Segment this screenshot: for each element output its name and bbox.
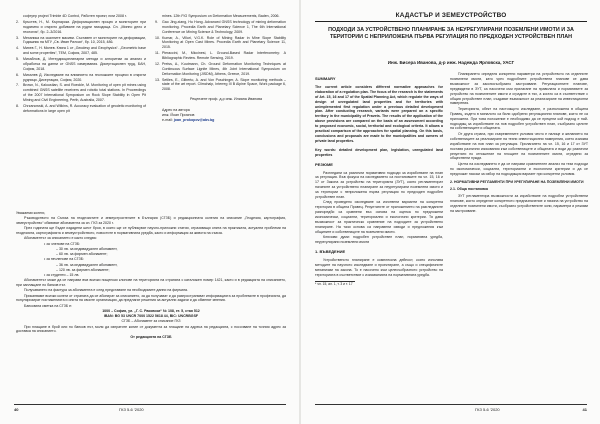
page-number: 41 — [582, 407, 587, 412]
issue-label: ГКЗ 5-6 ’2020 — [119, 407, 144, 412]
section-rubric: КАДАСТЪР И ЗЕМЕУСТРОЙСТВО — [395, 12, 507, 19]
reference-text: Preiss, A., Kuutmann, Ch. Ground Deformation Monitoring Techniques at Continuous Surface Lignite Mines, 4th Joint International Symposium on Deformation Monitoring (JISDM), Athens, Greece, 2019. — [162, 61, 286, 76]
notice-paragraph: • за нечленове на СГЗБ: — [44, 257, 85, 262]
article-paragraph: Устройственото планиране е комплексна дейност, която използва методите на научното изследване и проектиране, а също и специфичните механизми на закона. То е насочено към целесъобразното устройство на територията в съответствие с изискванията на нормативната уредба. — [315, 258, 443, 277]
notice-paragraph: При плащане в брой или по банков път, моля да изпратите копие от документа за плащане на адреса на редакцията, с посочване на точния адрес за доставка на списанието. — [16, 324, 286, 334]
reference-number: 2. — [16, 19, 19, 24]
reference-number — [155, 14, 162, 19]
reference-item — [155, 51, 286, 61]
reference-text: Gao Jing-xiang, Hu Hong. Advanced GNSS technology of mining deformation monitoring. Procedia Earth and Planetary Science 1, The 6th International Conference on Mining Science & Technology, 2009. — [162, 19, 286, 34]
reference-number — [16, 14, 23, 19]
reference-item — [16, 73, 146, 83]
references-column-1 — [16, 14, 146, 115]
article-paragraph: Планирането определя конкретни параметри на устройството на отделните поземлени имоти, като чрез подробните устройствени планове се дава възможност за законосъобразно застрояване. Регулационните планове, предвидени в ЗУТ, са насочени към прилагане на правилата и нормативите за устройство на поземлените имоти и сградите в тях, а когато са в съответствие с общия устройствен план, създават възможност за реализиране на инвестиционни намерения. — [450, 72, 588, 106]
notice-paragraph: – 36 лв. за индивидуален абонамент, — [56, 262, 118, 267]
references-column-2 — [155, 14, 286, 123]
reference-item — [155, 36, 286, 50]
reference-text: Михалев Д. Изследване на влиянието на геоложките процеси в открити рудници. Дисертация, София, 2020. — [23, 72, 146, 82]
reference-text: Pieraccini, M., Miccinesi, L. Ground-Based Radar Interferometry: A Bibliographic Review. Remote Sensing, 2019. — [162, 51, 286, 60]
reference-item — [16, 57, 146, 71]
reference-number: 13. — [155, 77, 160, 82]
author-block — [162, 97, 286, 123]
reference-text: Brown, N., Kaloustian, S. and Roeckle, M. Monitoring of open pit mines using combined GNSS satellite receivers and robotic total stations. In Proceedings of the 2007 International Symposium on Rock Slope Stability in Open Pit Mining and Civil Engineering, Perth, Australia, 2007. — [23, 83, 146, 102]
reference-text: Кръстев, Н., М. Кърпарски. Деформационен процес и мониторинг при подземно и открито добиване на рудни находища. Сп. „Минно дело и геология“, бр. 2–3/2016. — [23, 19, 146, 34]
notice-paragraph: • за студенти – 15 лв. — [44, 273, 80, 278]
article-paragraph: Разгледани са различни нормативни подходи за изработване на план за регулация. Във фокуса на изследването са постановките на чл. 15, 16 и 17 от Закона за устройство на територията (ЗУТ), които регламентират начините за устройствено планиране за неурегулирани поземлени имоти и за територии с неприложена първа регулация по предходен подробен устройствен план. — [315, 170, 443, 200]
reference-number: 8. — [16, 103, 19, 108]
reference-item — [155, 14, 286, 19]
notice-paragraph: Ръководството на Съюза на геодезистите и земеустроителите в България (СГЗБ) и редакционната колегия на списание „Геодезия, картография, земеустройство“ обявяват абонамента за сп. ГКЗ за 2020 г. — [16, 216, 286, 226]
right-footer — [315, 404, 587, 412]
left-page — [0, 0, 299, 424]
reference-text: Kumar, A., Villuri, V.G.K. Role of Mining Radar in Mine Slope Stability Monitoring at Open Cast Mines. Procedia Earth and Planetary Science 11, 2015. — [162, 35, 286, 50]
notice-paragraph: Уважаеми колеги, — [16, 211, 46, 215]
reference-item — [16, 36, 146, 46]
reference-number: 11. — [155, 51, 160, 56]
notice-paragraph: 1000 – София, ул. „Г. С. Раковски“ № 108, ет. 5, стая 512 — [102, 308, 200, 313]
article-paragraph: ЗУТ регламентира възможности за изработване на подробни устройствени планове, които определят конкретното предназначение и начина на устройство на отделните поземлени имоти, съобразно устройствените зони, параметри и режими на застрояване. — [450, 194, 588, 214]
notice-paragraph: Получаването на фактура за абонамента е след представяне на необходимите данни на фирмата. — [24, 288, 189, 293]
notice-paragraph: Абонаментът може да се направи във всички пощенски клонове на територията на страната с каталожен номер 1421, както и в редакцията на списанието, при заплащане по банков път. — [16, 278, 286, 288]
article-column-1 — [315, 72, 443, 287]
notice-paragraph: Банковата сметка на СГЗБ е: — [24, 303, 73, 308]
reference-number: 10. — [155, 35, 160, 40]
reference-item — [16, 46, 146, 56]
page-number: 40 — [14, 407, 19, 412]
reference-number: 7. — [16, 83, 19, 88]
notice-paragraph: • за членове на СГЗБ: — [44, 241, 81, 246]
section-heading: 1. ВЪВЕДЕНИЕ — [315, 249, 346, 255]
article-paragraph: След проведено изследване са изготвени варианти на конкретна територия в община Правец. Резултатите от приложението на разгледаните разпоредби са сравнени въз основа на оценка по предложени икономически, социални, териториални и екологични критерии. Тя дава възможност за практическо сравнение на подходите за устройствено планиране. На тази основа са направени изводи и предложения към общините и собствениците на поземлени имоти. — [315, 200, 443, 234]
notice-paragraph: – 60 лв. за фирмен абонамент; — [56, 252, 108, 257]
article-column-2 — [450, 72, 588, 214]
notice-paragraph: – 120 лв. за фирмен абонамент; — [56, 267, 110, 272]
subscription-notice — [16, 211, 286, 340]
reference-number: 6. — [16, 72, 19, 77]
issue-label: ГКЗ 5-6 ’2020 — [475, 407, 500, 412]
article-paragraph: Територията, обект на настоящото изследване, е разположена в община Правец, където в миналото са били одобрени регулационни планове, които не са приложени. При това положение е необходимо да се прецени кой подход е най-подходящ за изработване на нов подробен устройствен план, съобразно целите на собствениците и общината. — [450, 106, 588, 131]
footnote-divider — [315, 281, 355, 282]
article-authors: Инж. Бисера Иванова, д-р инж. Надежда Ярловска, УАСГ — [387, 60, 515, 65]
notice-paragraph: Приканваме всички колеги от страната да се абонират за списанието, за да получават и да разпространяват информацията за проблемите в професията, да популяризират постиженията и опита на своите организации, да предлагат решения за актуални задачи и да обменят мнения. — [16, 293, 286, 303]
reference-number: 4. — [16, 46, 19, 51]
rubric-divider — [315, 21, 587, 22]
article-paragraph: Ключови думи: подробен устройствен план, нормативна уредба, неурегулирани поземлени имоти — [315, 235, 443, 245]
footnote: * чл. 15, ал. 1, т. 3 и т. 17 — [315, 282, 353, 287]
article-paragraph: 2. НОРМАТИВНИ РЕГЛАМЕНТИ ПРИ УРЕГУЛИРАНЕ НА ПОЗЕМЛЕНИ ИМОТИ — [450, 179, 584, 184]
reference-number: 3. — [16, 35, 19, 40]
reference-text: Михайлов, Д. Интердисциплинарни методи и алгоритми за анализ и обработка на данни от GNSS измервания. Дисертационен труд, БАН, София, 2018. — [23, 57, 146, 71]
reference-item — [155, 78, 286, 92]
reference-item — [16, 20, 146, 34]
article-paragraph: 2.1. Обща постановка — [450, 187, 489, 192]
article-paragraph: Целта на изследването е да се направи сравнителен анализ на тези подходи по икономически, социални, териториални и екологични критерии и да се предложат насоки за избор на подходящия вариант при конкретни условия. — [450, 161, 588, 176]
notice-paragraph: – 30 лв. за индивидуален абонамент, — [56, 246, 118, 251]
reference-text: Setlles, E., Gilberto, A. and Von Poschinger, A. Slope monitoring methods – state of the art report. Climchalp, Interreg III B Alpine Space, Work package 6, 2008. — [162, 77, 286, 92]
reference-text: Chrzanowski, A. and Wilkins, R. Accuracy evaluation of geodetic monitoring of deformations in large open pit — [23, 103, 146, 113]
reviewer: Рецензент проф. д-р инж. Илиана Иванова — [190, 96, 263, 101]
notice-paragraph: През годината ще бъдат издадени шест броя, в които ще се публикуват научно-приложни статии, отразяващи опита на практиката, актуални проблеми на геодезията, картографията и земеустройството, новостите в нормативната уредба, както и информация за живота на съюза. — [16, 226, 286, 236]
reference-item — [16, 14, 146, 19]
left-footer — [14, 404, 286, 412]
notice-paragraph: Абонаментът за списанието е както следва: — [24, 236, 97, 241]
reference-number: 9. — [155, 19, 158, 24]
right-page — [301, 0, 600, 424]
reference-number: 12. — [155, 61, 160, 66]
section-heading: РЕЗЮМЕ — [315, 161, 333, 167]
reference-text: софтуер project Trimble 4D Control, Работен проект, юли 2008 г. — [23, 14, 127, 18]
article-paragraph: The current article considers different normative approaches for elaboration of a regulation plan. The focus of the research is the statements of Art. 15, 16 and 17 of the Spatial Planning Act, which regulate the ways of design of unregulated land properties and for territories with unimplemented first regulation under a previous detailed development plan. After conducting research, variants were prepared on a specific territory in the municipality of Pravets. The results of the application of the above provisions are compared on the basis of an assessment according to proposed economic, social, territorial and ecological criteria. It allows a practical comparison of the approaches for spatial planning. On this basis, conclusions and proposals are made to the municipalities and owners of private land properties. — [315, 84, 443, 143]
author-email-link[interactable]: joan_prokopov@abv.bg — [173, 117, 215, 122]
reference-text: mines. 12th FIG Symposium on Deformation Measurements, Baden, 2006. — [162, 14, 280, 18]
address-name: инж. Йоан Проянов — [162, 112, 195, 117]
reference-item — [16, 104, 146, 114]
address-title: Адрес на автора — [162, 107, 190, 112]
article-paragraph: От друга страна, при съвременните условия често е налице и желанието на собствениците за реализиране на техни инвестиционни намерения, което изисква изработване на нов план за регулация. Прилагането на чл. 15, 16 и 17 от ЗУТ поставя различни изисквания към собствениците и общината и води до различни резултати по отношение на площите на поземлените имоти, отредени за обществени нужди. — [450, 131, 588, 161]
address-email-row — [162, 118, 286, 123]
reference-text: Михев Г., Н. Милев. Книга 1 от „Geodesy and Geophysics“. „Geometric base and some properties“, TEM, София, 2007, 485. — [23, 46, 146, 56]
article-title: ПОДХОДИ ЗА УСТРОЙСТВЕНО ПЛАНИРАНЕ ЗА НЕУРЕГУЛИРАНИ ПОЗЕМЛЕНИ ИМОТИ И ЗА ТЕРИТОРИИ С НЕПРИЛОЖЕНА ПЪРВА РЕГУЛАЦИЯ ПО ПРЕДХОДЕН УСТРОЙСТВЕН ПЛАН — [328, 27, 574, 40]
notice-paragraph: СГЗБ – Абонамент за списание ГКЗ — [121, 319, 181, 324]
notice-paragraph: От редакцията на СГЗБ — [130, 334, 172, 339]
reference-text: Механика на скалните масиви. Съставен от мониторинг на деформации, Годишник на МГУ „Св. Иван Рилски“, бр. 10, 2015, 486. — [23, 35, 146, 45]
reference-item — [155, 62, 286, 76]
email-label: e-mail: — [162, 117, 173, 122]
section-heading: SUMMARY — [315, 76, 336, 81]
reference-item — [155, 20, 286, 34]
references-section — [16, 14, 286, 210]
notice-paragraph: IBAN: BG 53 UNCR 7000 1522 5618 44, BIC: UNCRBGSF — [103, 314, 199, 319]
reference-item — [16, 83, 146, 102]
article-paragraph: Key words: detailed development plan, legislation, unregulated land properties — [315, 147, 443, 157]
reference-number: 5. — [16, 57, 19, 62]
